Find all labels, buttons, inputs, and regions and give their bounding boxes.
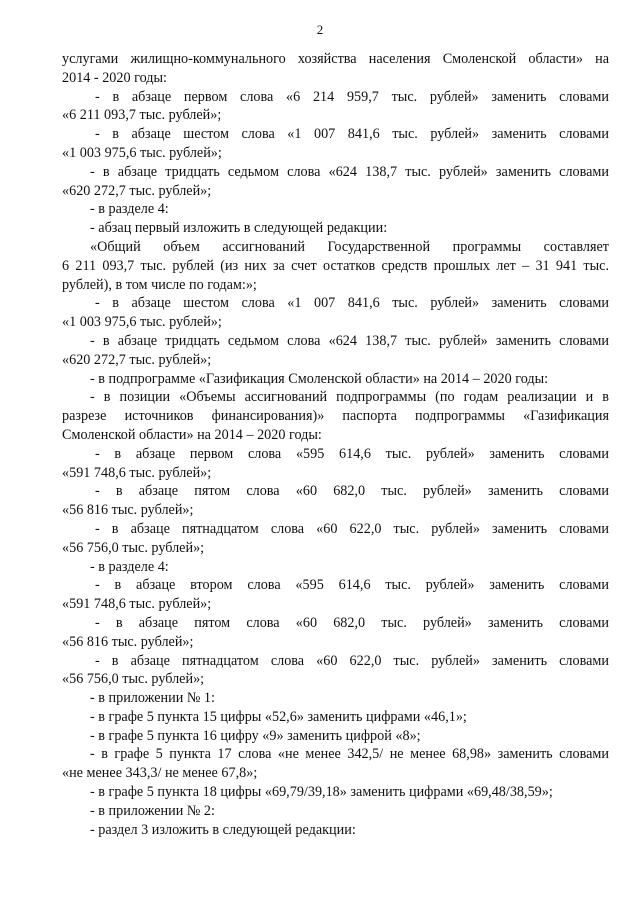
- page-number: 2: [316, 22, 324, 37]
- text-line: - в приложении № 2:: [90, 802, 215, 819]
- text-line: - в абзаце первом слова «595 614,6 тыс. рублей» заменить словами: [95, 445, 609, 462]
- text-line: - в графе 5 пункта 16 цифру «9» заменить цифрой «8»;: [90, 727, 421, 744]
- text-line: - в абзаце тридцать седьмом слова «624 138,7 тыс. рублей» заменить словами: [90, 332, 609, 349]
- text-line: «1 003 975,6 тыс. рублей»;: [62, 144, 222, 161]
- text-line: - в абзаце пятом слова «60 682,0 тыс. рублей» заменить словами: [95, 483, 609, 500]
- text-line: «не менее 343,3/ не менее 67,8»;: [62, 765, 258, 782]
- text-line: - в абзаце первом слова «6 214 959,7 тыс. рублей» заменить словами: [95, 88, 609, 105]
- text-line: «56 756,0 тыс. рублей»;: [62, 671, 205, 688]
- text-line: - раздел 3 изложить в следующей редакции:: [90, 821, 356, 838]
- text-line: «591 748,6 тыс. рублей»;: [62, 464, 212, 481]
- text-line: - в позиции «Объемы ассигнований подпрограммы (по годам реализации и в: [90, 389, 609, 406]
- text-line: рублей), в том числе по годам:»;: [62, 276, 257, 293]
- text-line: - в абзаце пятнадцатом слова «60 622,0 тыс. рублей» заменить словами: [95, 520, 609, 537]
- text-line: - в абзаце пятнадцатом слова «60 622,0 тыс. рублей» заменить словами: [95, 652, 609, 669]
- text-line: «6 211 093,7 тыс. рублей»;: [62, 107, 222, 124]
- text-line: - в абзаце пятом слова «60 682,0 тыс. рублей» заменить словами: [95, 614, 609, 631]
- text-line: - в разделе 4:: [90, 558, 169, 575]
- document-body: [62, 50, 609, 839]
- text-line: - в абзаце тридцать седьмом слова «624 138,7 тыс. рублей» заменить словами: [90, 163, 609, 180]
- text-line: - в разделе 4:: [90, 201, 169, 218]
- text-line: «56 756,0 тыс. рублей»;: [62, 539, 205, 556]
- text-line: разрезе источников финансирования)» паспорта подпрограммы «Газификация: [62, 408, 609, 425]
- text-line: «Общий объем ассигнований Государственной программы составляет: [90, 238, 609, 255]
- text-line: «56 816 тыс. рублей»;: [62, 633, 194, 650]
- text-line: «620 272,7 тыс. рублей»;: [62, 351, 212, 368]
- text-line: «591 748,6 тыс. рублей»;: [62, 596, 212, 613]
- text-line: - в подпрограмме «Газификация Смоленской области» на 2014 – 2020 годы:: [90, 370, 549, 387]
- text-line: Смоленской области» на 2014 – 2020 годы:: [62, 426, 322, 443]
- text-line: - в абзаце шестом слова «1 007 841,6 тыс. рублей» заменить словами: [95, 126, 609, 143]
- text-line: - в графе 5 пункта 17 слова «не менее 342,5/ не менее 68,98» заменить словами: [90, 746, 609, 763]
- text-line: 6 211 093,7 тыс. рублей (из них за счет остатков средств прошлых лет – 31 941 тыс.: [62, 257, 609, 274]
- text-line: - в графе 5 пункта 15 цифры «52,6» заменить цифрами «46,1»;: [90, 708, 467, 725]
- text-line: - в приложении № 1:: [90, 690, 215, 707]
- text-line: «56 816 тыс. рублей»;: [62, 502, 194, 519]
- text-line: услугами жилищно-коммунального хозяйства населения Смоленской области» на: [62, 51, 609, 67]
- text-line: - в абзаце шестом слова «1 007 841,6 тыс. рублей» заменить словами: [95, 295, 609, 312]
- text-line: «620 272,7 тыс. рублей»;: [62, 182, 212, 199]
- text-line: 2014 - 2020 годы:: [62, 69, 167, 86]
- text-line: - абзац первый изложить в следующей редакции:: [90, 220, 388, 237]
- text-line: - в абзаце втором слова «595 614,6 тыс. рублей» заменить словами: [95, 577, 609, 594]
- text-line: - в графе 5 пункта 18 цифры «69,79/39,18» заменить цифрами «69,48/38,59»;: [90, 784, 553, 801]
- text-line: «1 003 975,6 тыс. рублей»;: [62, 314, 222, 331]
